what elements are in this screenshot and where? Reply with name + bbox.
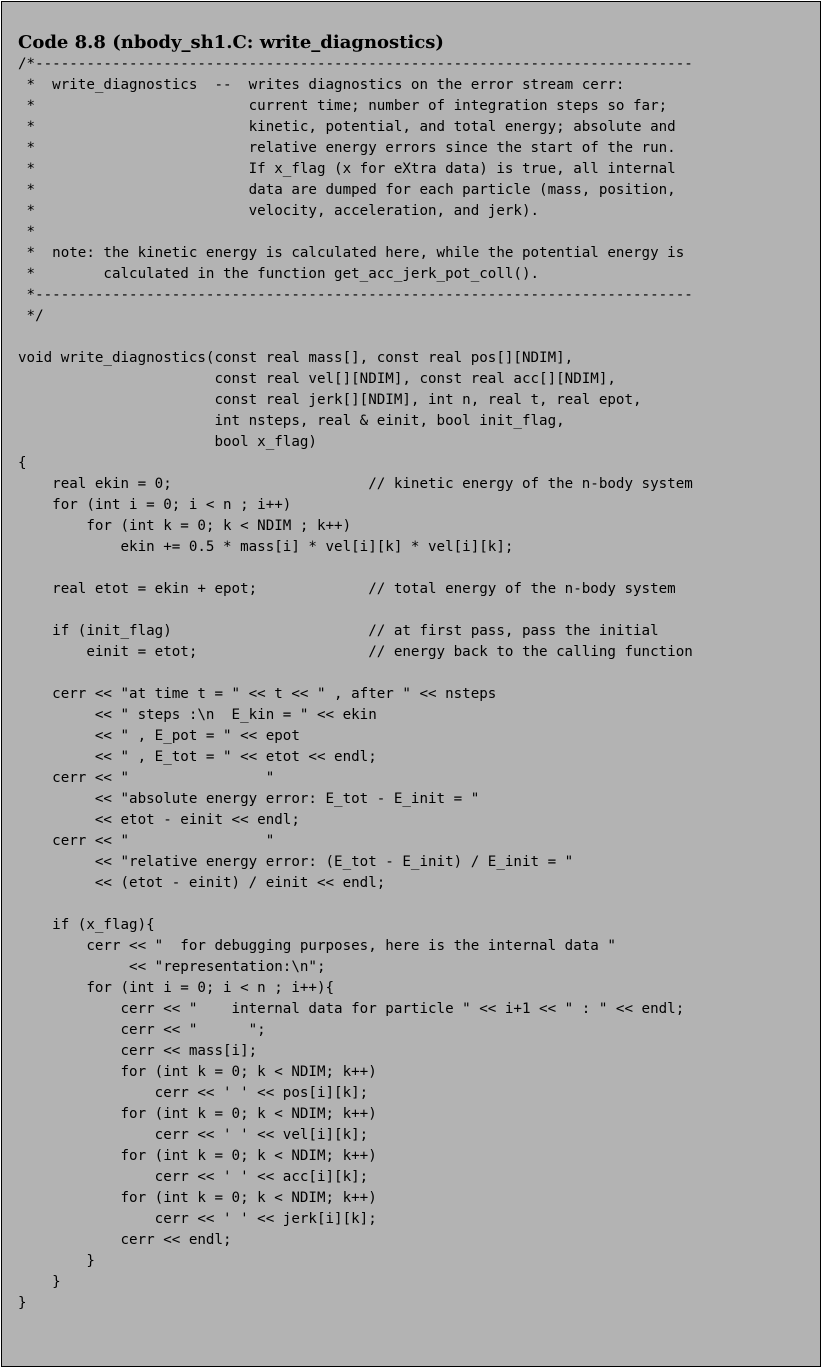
code-line: } — [18, 1274, 61, 1290]
code-line: /*----------------------------------------------------------------------------- — [18, 56, 693, 72]
code-line: cerr << " for debugging purposes, here is the internal data " — [18, 938, 616, 954]
code-listing-box — [1, 1, 821, 1367]
code-line — [18, 558, 693, 579]
code-line — [18, 600, 693, 621]
code-line: for (int k = 0; k < NDIM; k++) — [18, 1106, 377, 1122]
code-line: */ — [18, 308, 44, 324]
code-line: cerr << " " — [18, 770, 275, 786]
code-line: } — [18, 1295, 27, 1311]
code-line: * calculated in the function get_acc_jerk_pot_coll(). — [18, 266, 540, 282]
code-line: cerr << ' ' << acc[i][k]; — [18, 1169, 369, 1185]
code-line: cerr << ' ' << jerk[i][k]; — [18, 1211, 377, 1227]
code-line: real ekin = 0; // kinetic energy of the n-body system — [18, 476, 693, 492]
code-line: << "absolute energy error: E_tot - E_init = " — [18, 791, 480, 807]
code-line: for (int i = 0; i < n ; i++){ — [18, 980, 335, 996]
code-line: cerr << ' ' << vel[i][k]; — [18, 1127, 369, 1143]
code-line: for (int k = 0; k < NDIM ; k++) — [18, 518, 352, 534]
code-line: for (int k = 0; k < NDIM; k++) — [18, 1064, 377, 1080]
code-line: * data are dumped for each particle (mass, position, — [18, 182, 676, 198]
code-line: *----------------------------------------------------------------------------- — [18, 287, 693, 303]
code-line: * If x_flag (x for eXtra data) is true, all internal — [18, 161, 676, 177]
code-line: for (int i = 0; i < n ; i++) — [18, 497, 292, 513]
code-line — [18, 663, 693, 684]
code-line: * note: the kinetic energy is calculated here, while the potential energy is — [18, 245, 685, 261]
code-line: << "representation:\n"; — [18, 959, 326, 975]
code-line: * current time; number of integration steps so far; — [18, 98, 668, 114]
code-line: cerr << mass[i]; — [18, 1043, 258, 1059]
code-line — [18, 327, 693, 348]
code-line: bool x_flag) — [18, 434, 317, 450]
code-line: cerr << " " — [18, 833, 275, 849]
code-line: real etot = ekin + epot; // total energy of the n-body system — [18, 581, 676, 597]
code-block — [18, 54, 693, 1314]
code-line: const real jerk[][NDIM], int n, real t, real epot, — [18, 392, 642, 408]
code-line: << "relative energy error: (E_tot - E_init) / E_init = " — [18, 854, 574, 870]
code-line: if (x_flag){ — [18, 917, 155, 933]
code-line: } — [18, 1253, 95, 1269]
code-line: const real vel[][NDIM], const real acc[][NDIM], — [18, 371, 616, 387]
code-caption: Code 8.8 (nbody_sh1.C: write_diagnostics) — [18, 32, 444, 53]
code-line: cerr << endl; — [18, 1232, 232, 1248]
code-line: cerr << " "; — [18, 1022, 266, 1038]
code-line: for (int k = 0; k < NDIM; k++) — [18, 1148, 377, 1164]
code-line: if (init_flag) // at first pass, pass the initial — [18, 623, 659, 639]
code-line: void write_diagnostics(const real mass[], const real pos[][NDIM], — [18, 350, 574, 366]
code-line: * kinetic, potential, and total energy; absolute and — [18, 119, 676, 135]
code-line: * relative energy errors since the start of the run. — [18, 140, 676, 156]
code-line: ekin += 0.5 * mass[i] * vel[i][k] * vel[i][k]; — [18, 539, 514, 555]
code-line: << " steps :\n E_kin = " << ekin — [18, 707, 377, 723]
code-line: cerr << " internal data for particle " << i+1 << " : " << endl; — [18, 1001, 685, 1017]
code-line: << (etot - einit) / einit << endl; — [18, 875, 386, 891]
code-line: { — [18, 455, 27, 471]
code-line: einit = etot; // energy back to the calling function — [18, 644, 693, 660]
code-line: cerr << ' ' << pos[i][k]; — [18, 1085, 369, 1101]
code-line: << " , E_pot = " << epot — [18, 728, 300, 744]
code-line: cerr << "at time t = " << t << " , after " << nsteps — [18, 686, 497, 702]
code-line: << " , E_tot = " << etot << endl; — [18, 749, 377, 765]
code-line: * — [18, 224, 36, 240]
code-line: * velocity, acceleration, and jerk). — [18, 203, 540, 219]
code-line: * write_diagnostics -- writes diagnostics on the error stream cerr: — [18, 77, 625, 93]
code-line: for (int k = 0; k < NDIM; k++) — [18, 1190, 377, 1206]
code-line — [18, 894, 693, 915]
code-line: << etot - einit << endl; — [18, 812, 300, 828]
code-line: int nsteps, real & einit, bool init_flag, — [18, 413, 565, 429]
